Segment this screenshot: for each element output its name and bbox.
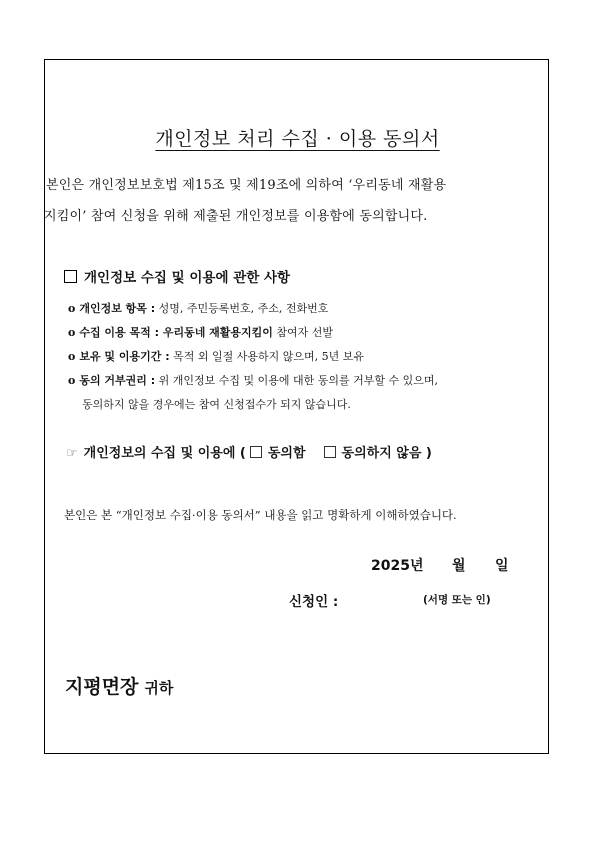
item-text: 목적 외 일절 사용하지 않으며, 5년 보유 (169, 350, 364, 363)
disagree-checkbox[interactable] (324, 446, 336, 458)
consent-line (66, 442, 432, 461)
list-item (68, 300, 328, 316)
addressee-name: 지평면장 (65, 676, 139, 698)
addressee (65, 672, 173, 699)
section-heading-text: 개인정보 수집 및 이용에 관한 사항 (84, 270, 291, 286)
bullet: o (68, 350, 76, 363)
confirmation-statement: 본인은 본 “개인정보 수집·이용 동의서” 내용을 읽고 명확하게 이해하였습니다. (64, 508, 457, 522)
list-item (68, 324, 333, 340)
disagree-label: 동의하지 않음 ) (341, 446, 432, 461)
item-label: 개인정보 항목 : (79, 302, 156, 315)
item-text: 성명, 주민등록번호, 주소, 전화번호 (155, 302, 329, 315)
document-title: 개인정보 처리 수집 · 이용 동의서 (155, 128, 440, 150)
applicant-label: 신청인 : (289, 594, 339, 610)
pointing-hand-icon: ☞ (66, 446, 78, 461)
item-text: 위 개인정보 수집 및 이용에 대한 동의를 거부할 수 있으며, (155, 374, 439, 387)
item-label: 보유 및 이용기간 : (79, 350, 170, 363)
list-item-continuation: 동의하지 않을 경우에는 참여 신청접수가 되지 않습니다. (82, 398, 351, 411)
list-item (68, 372, 438, 388)
signature-label: (서명 또는 인) (423, 594, 491, 606)
bullet: o (68, 302, 76, 315)
addressee-suffix: 귀하 (144, 679, 174, 697)
date-day: 일 (495, 558, 509, 574)
item-label: 동의 거부권리 : (79, 374, 156, 387)
intro-line-1: 본인은 개인정보보호법 제15조 및 제19조에 의하여 ‘우리동네 재활용 (46, 178, 447, 193)
date-month: 월 (452, 558, 466, 574)
item-text: 참여자 선발 (272, 326, 334, 339)
date-year: 2025년 (371, 558, 424, 574)
item-label: 수집 이용 목적 : 우리동네 재활용지킴이 (79, 326, 273, 339)
checkbox-square-icon (64, 270, 77, 283)
section-heading (64, 266, 290, 286)
agree-checkbox[interactable] (250, 446, 262, 458)
bullet: o (68, 326, 76, 339)
intro-line-2: 지킴이’ 참여 신청을 위해 제출된 개인정보를 이용함에 동의합니다. (44, 209, 428, 224)
bullet: o (68, 374, 76, 387)
agree-label: 동의함 (267, 446, 306, 461)
list-item (68, 348, 364, 364)
consent-lead: 개인정보의 수집 및 이용에 ( (83, 446, 246, 461)
